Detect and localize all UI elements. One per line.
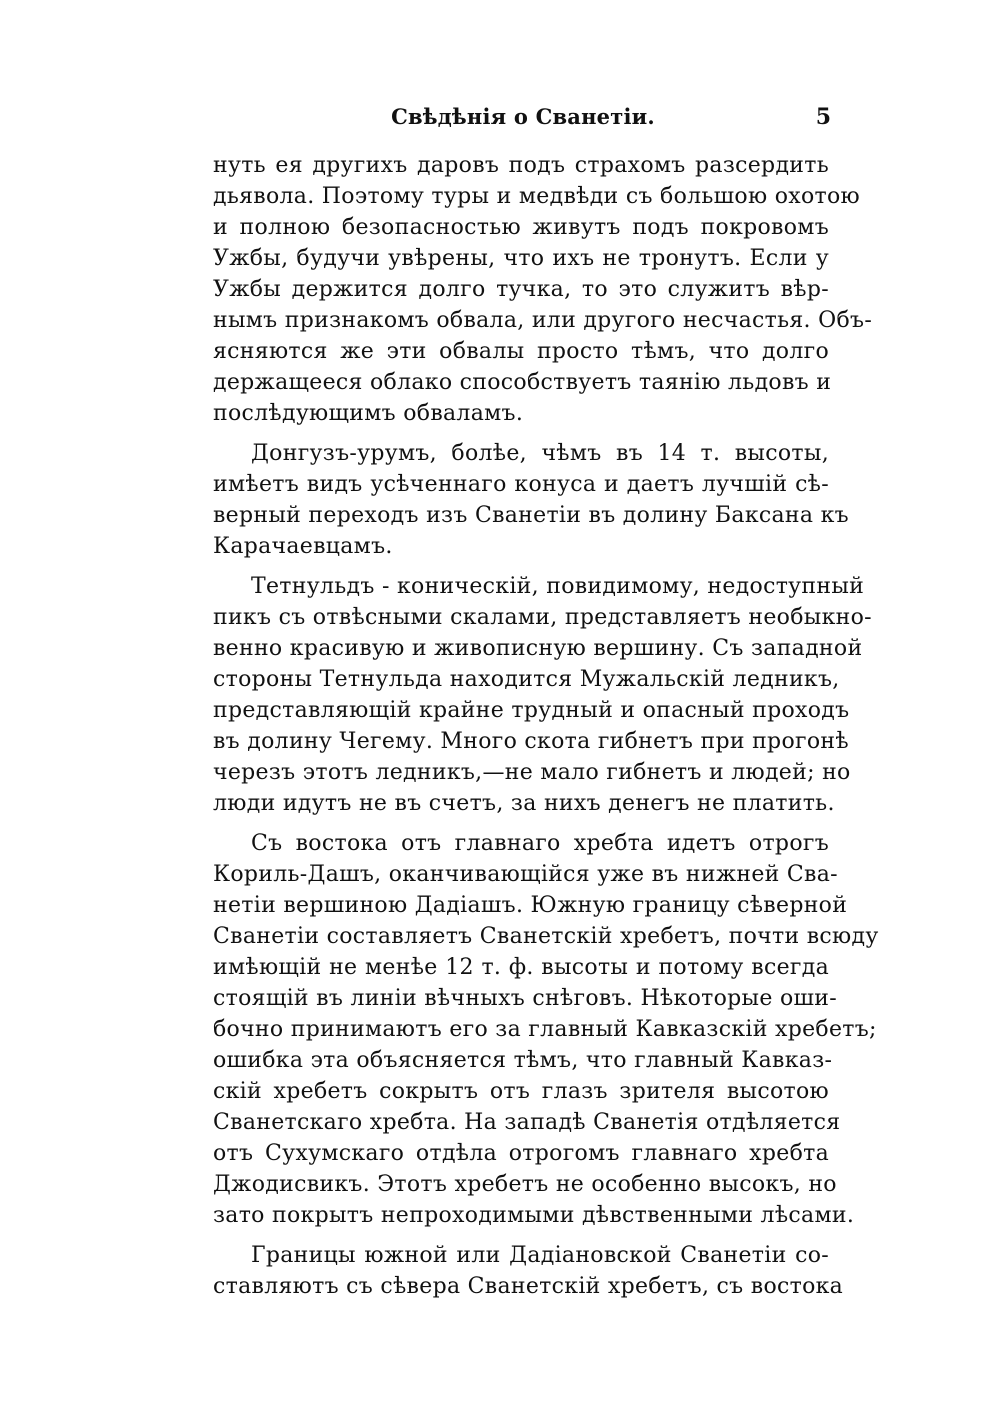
- text-line: нуть ея другихъ даровъ подъ страхомъ разсердить: [213, 153, 829, 178]
- text-line: пикъ съ отвѣсными скалами, представляетъ необыкно-: [213, 605, 872, 630]
- text-line: Границы южной или Дадіановской Сванетіи со-: [251, 1243, 829, 1268]
- paragraph-3: [213, 571, 872, 819]
- text-line: ясняются же эти обвалы просто тѣмъ, что долго: [213, 339, 829, 364]
- text-line: въ долину Чегему. Много скота гибнетъ при прогонѣ: [213, 729, 849, 754]
- paragraph-2: [213, 438, 849, 562]
- text-line: верный переходъ изъ Сванетіи въ долину Баксана къ: [213, 503, 849, 528]
- paragraph-gap: [213, 562, 829, 571]
- page-header: [213, 100, 833, 134]
- text-line: Сванетіи составляетъ Сванетскій хребетъ, почти всюду: [213, 924, 879, 949]
- text-line: нымъ признакомъ обвала, или другого несчастья. Объ-: [213, 308, 873, 333]
- text-line: люди идутъ не въ счетъ, за нихъ денегъ не платить.: [213, 791, 835, 816]
- text-line: отъ Сухумскаго отдѣла отрогомъ главнаго хребта: [213, 1141, 829, 1166]
- text-line: послѣдующимъ обваламъ.: [213, 401, 524, 426]
- paragraph-4: [213, 828, 879, 1231]
- text-line: имѣющій не менѣе 12 т. ф. высоты и потому всегда: [213, 955, 829, 980]
- running-title: Свѣдѣнія о Сванетіи.: [391, 104, 655, 129]
- text-line: Джодисвикъ. Этотъ хребетъ не особенно высокъ, но: [213, 1172, 837, 1197]
- text-line: Кориль-Дашъ, оканчивающійся уже въ нижней Сва-: [213, 862, 838, 887]
- text-line: ошибка эта объясняется тѣмъ, что главный Кавказ-: [213, 1048, 833, 1073]
- text-line: скій хребетъ сокрытъ отъ глазъ зрителя высотою: [213, 1079, 829, 1104]
- text-line: имѣетъ видъ усѣченнаго конуса и даетъ лучшій сѣ-: [213, 472, 829, 497]
- paragraph-1: [213, 150, 873, 429]
- text-line: дьявола. Поэтому туры и медвѣди съ большою охотою: [213, 184, 860, 209]
- paragraph-gap: [213, 819, 829, 828]
- text-line: венно красивую и живописную вершину. Съ западной: [213, 636, 863, 661]
- paragraph-gap: [213, 429, 829, 438]
- text-line: Донгузъ-урумъ, болѣе, чѣмъ въ 14 т. высоты,: [251, 441, 829, 466]
- text-line: Тетнульдъ - коническій, повидимому, недоступный: [251, 574, 865, 599]
- text-line: Ужбы, будучи увѣрены, что ихъ не тронутъ. Если у: [213, 246, 829, 271]
- text-line: Карачаевцамъ.: [213, 534, 393, 559]
- text-line: нетіи вершиною Дадіашъ. Южную границу сѣверной: [213, 893, 848, 918]
- text-line: бочно принимаютъ его за главный Кавказскій хребетъ;: [213, 1017, 877, 1042]
- body-text: [213, 150, 879, 1302]
- text-line: Съ востока отъ главнаго хребта идетъ отрогъ: [251, 831, 829, 856]
- text-line: черезъ этотъ ледникъ,—не мало гибнетъ и людей; но: [213, 760, 851, 785]
- paragraph-5: [213, 1240, 844, 1302]
- text-line: стороны Тетнульда находится Мужальскій ледникъ,: [213, 667, 840, 692]
- text-line: Сванетскаго хребта. На западѣ Сванетія отдѣляется: [213, 1110, 841, 1135]
- text-line: стоящій въ линіи вѣчныхъ снѣговъ. Нѣкоторые оши-: [213, 986, 837, 1011]
- text-line: ставляютъ съ сѣвера Сванетскій хребетъ, съ востока: [213, 1274, 844, 1299]
- text-line: держащееся облако способствуетъ таянію льдовъ и: [213, 370, 832, 395]
- text-line: зато покрытъ непроходимыми дѣвственными лѣсами.: [213, 1203, 855, 1228]
- text-line: Ужбы держится долго тучка, то это служитъ вѣр-: [213, 277, 829, 302]
- text-line: и полною безопасностью живутъ подъ покровомъ: [213, 215, 829, 240]
- page-number: 5: [815, 104, 831, 130]
- text-line: представляющій крайне трудный и опасный проходъ: [213, 698, 850, 723]
- paragraph-gap: [213, 1231, 829, 1240]
